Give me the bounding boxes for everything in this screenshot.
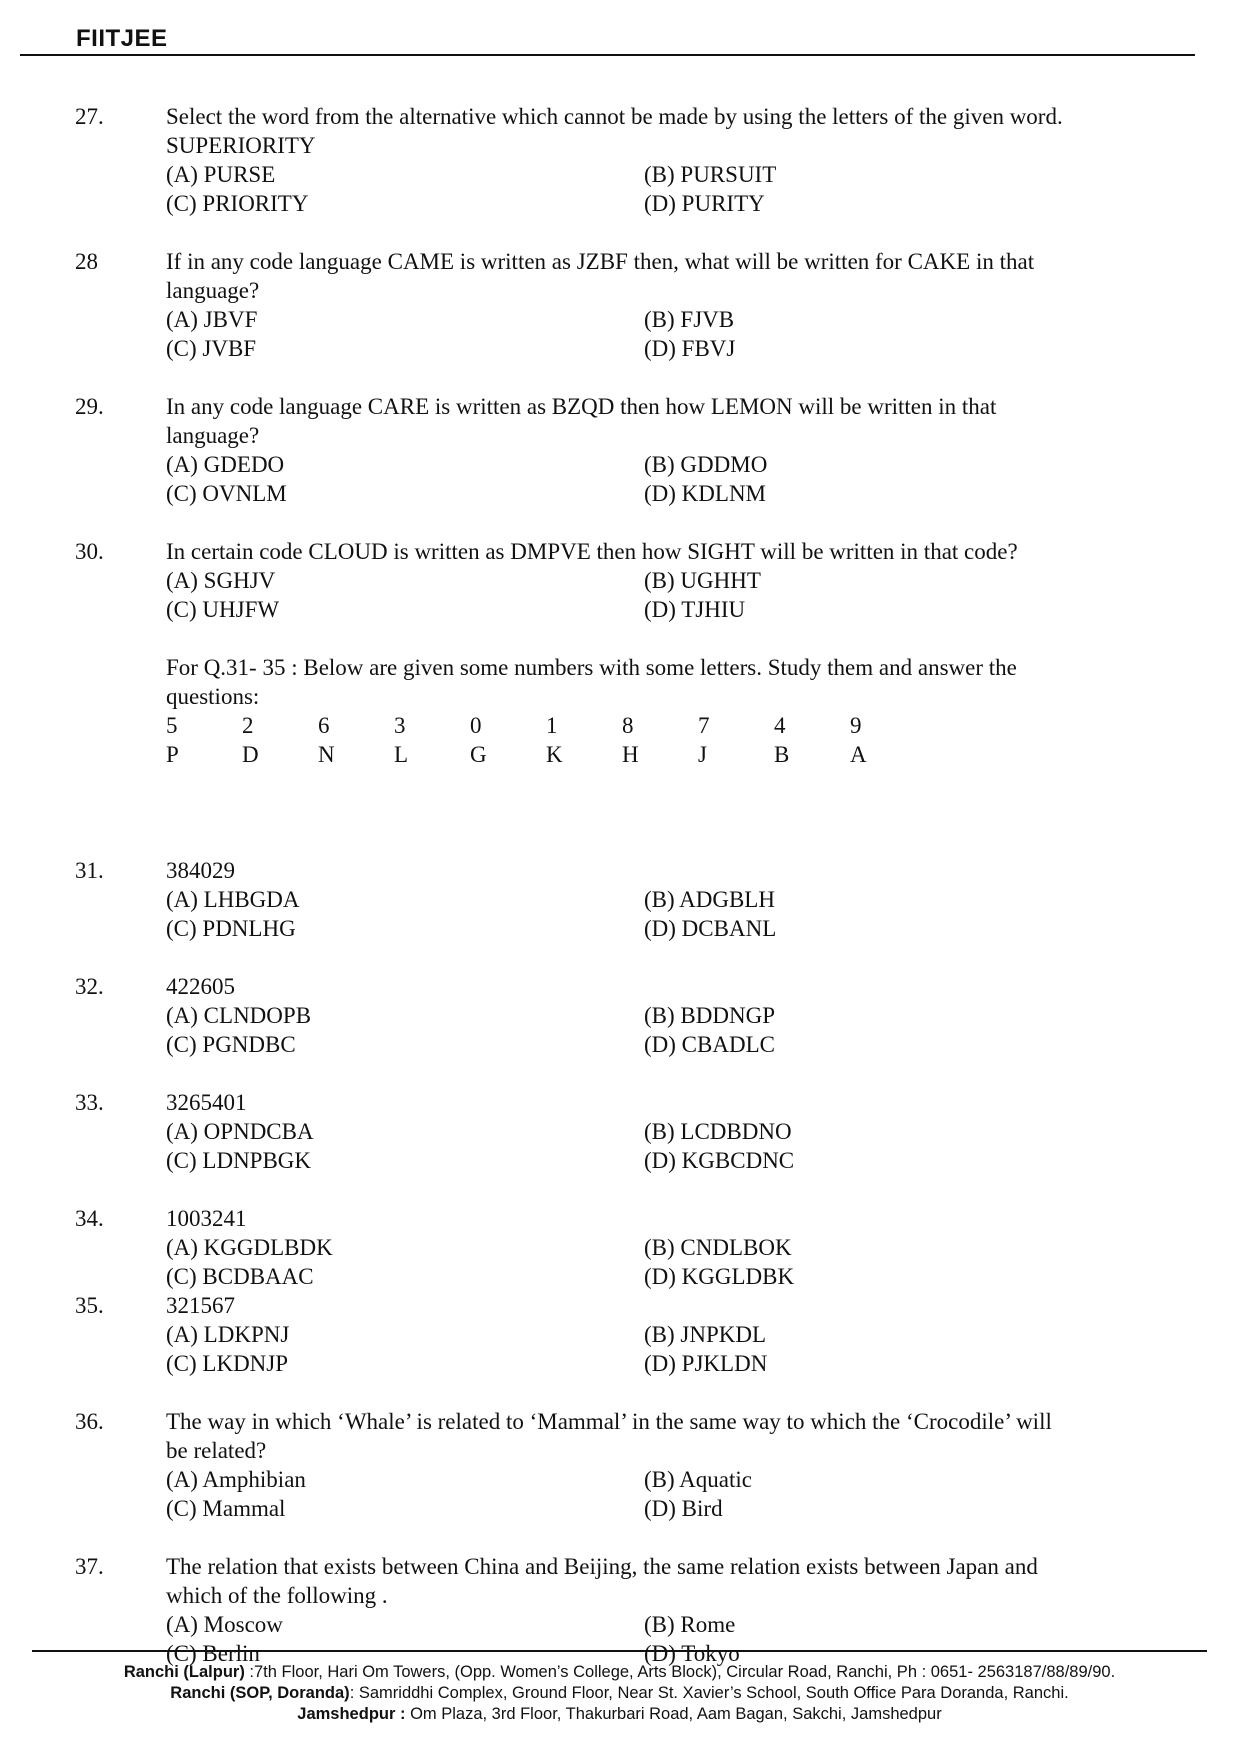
question-text: The relation that exists between China and Beijing, the same relation exists between Japan and [166, 1554, 1038, 1579]
options-grid [166, 305, 1176, 363]
option-a: (A) CLNDOPB [166, 1003, 312, 1028]
option-a: (A) PURSE [166, 162, 276, 187]
options-grid [166, 450, 1176, 508]
instructions-text: For Q.31- 35 : Below are given some numbers with some letters. Study them and answer the [166, 655, 1017, 680]
option-d: (D) Tokyo [644, 1641, 740, 1666]
question-27 [0, 102, 1241, 218]
option-a: (A) Moscow [166, 1612, 283, 1637]
option-d: (D) CBADLC [644, 1032, 775, 1057]
options-grid [166, 566, 1176, 624]
question-34 [0, 1204, 1241, 1291]
option-b: (B) Rome [644, 1612, 736, 1637]
option-b: (B) Aquatic [644, 1467, 752, 1492]
code-letter: L [394, 742, 409, 767]
question-text: 1003241 [166, 1206, 247, 1231]
option-b: (B) LCDBDNO [644, 1119, 792, 1144]
question-number: 32. [75, 974, 104, 999]
option-b: (B) ADGBLH [644, 887, 775, 912]
question-number: 27. [75, 104, 104, 129]
code-letter: A [850, 742, 867, 767]
option-c: (C) OVNLM [166, 481, 287, 506]
option-b: (B) UGHHT [644, 568, 761, 593]
question-31 [0, 856, 1241, 943]
code-number: 6 [318, 713, 330, 738]
question-text: In any code language CARE is written as BZQD then how LEMON will be written in that [166, 394, 997, 419]
instructions-text: questions: [166, 684, 260, 709]
options-grid [166, 1001, 1176, 1059]
option-a: (A) OPNDCBA [166, 1119, 314, 1144]
question-text: 3265401 [166, 1090, 247, 1115]
option-d: (D) KDLNM [644, 481, 767, 506]
code-table [166, 711, 1241, 769]
question-text: Select the word from the alternative which cannot be made by using the letters of the given word. [166, 104, 1063, 129]
brand-name: FIITJEE [76, 25, 168, 52]
option-d: (D) PURITY [644, 191, 765, 216]
option-b: (B) PURSUIT [644, 162, 777, 187]
question-number: 33. [75, 1090, 104, 1115]
option-d: (D) FBVJ [644, 336, 736, 361]
option-c: (C) JVBF [166, 336, 257, 361]
question-32 [0, 972, 1241, 1059]
code-number: 2 [242, 713, 254, 738]
footer-address: :7th Floor, Hari Om Towers, (Opp. Women’s College, Arts Block), Circular Road, Ranchi, Ph : 0651- 2563187/88/89/90. [244, 1663, 1116, 1681]
question-text: which of the following . [166, 1583, 388, 1608]
options-grid [166, 1320, 1176, 1378]
footer-address: : Samriddhi Complex, Ground Floor, Near St. Xavier’s School, South Office Para Doranda, Ranchi. [349, 1684, 1069, 1702]
option-a: (A) LHBGDA [166, 887, 300, 912]
question-content [0, 102, 1241, 1668]
question-text: 422605 [166, 974, 235, 999]
option-a: (A) LDKPNJ [166, 1322, 290, 1347]
question-number: 36. [75, 1409, 104, 1434]
question-35 [0, 1291, 1241, 1378]
code-number: 9 [850, 713, 862, 738]
footer-address-lalpur [32, 1662, 1207, 1683]
code-number: 0 [470, 713, 482, 738]
question-number: 37. [75, 1554, 104, 1579]
options-grid [166, 1465, 1176, 1523]
question-text: The way in which ‘Whale’ is related to ‘Mammal’ in the same way to which the ‘Crocodile’ will [166, 1409, 1052, 1434]
code-number: 7 [698, 713, 710, 738]
code-letter: J [698, 742, 707, 767]
question-text: language? [166, 423, 260, 448]
question-text: 384029 [166, 858, 235, 883]
option-d: (D) PJKLDN [644, 1351, 768, 1376]
footer-address-jamshedpur [32, 1704, 1207, 1725]
option-c: (C) LKDNJP [166, 1351, 289, 1376]
options-grid [166, 885, 1176, 943]
question-number: 35. [75, 1293, 104, 1318]
question-text: SUPERIORITY [166, 133, 316, 158]
option-c: (C) LDNPBGK [166, 1148, 312, 1173]
option-c: (C) Berlin [166, 1641, 260, 1666]
code-letter: N [318, 742, 335, 767]
question-36 [0, 1407, 1241, 1523]
option-a: (A) Amphibian [166, 1467, 306, 1492]
option-d: (D) KGBCDNC [644, 1148, 795, 1173]
footer-location: Ranchi (Lalpur) [123, 1663, 245, 1681]
instructions-block [0, 653, 1241, 769]
code-number: 8 [622, 713, 634, 738]
page-footer [32, 1650, 1207, 1725]
options-grid [166, 1117, 1176, 1175]
option-d: (D) TJHIU [644, 597, 746, 622]
code-letter: H [622, 742, 639, 767]
option-a: (A) SGHJV [166, 568, 276, 593]
option-d: (D) KGGLDBK [644, 1264, 795, 1289]
option-c: (C) BCDBAAC [166, 1264, 314, 1289]
code-letter: D [242, 742, 259, 767]
option-b: (B) GDDMO [644, 452, 768, 477]
option-b: (B) BDDNGP [644, 1003, 775, 1028]
question-text: language? [166, 278, 260, 303]
code-number: 5 [166, 713, 178, 738]
option-c: (C) PGNDBC [166, 1032, 296, 1057]
option-c: (C) Mammal [166, 1496, 286, 1521]
footer-location: Jamshedpur : [297, 1705, 406, 1723]
option-a: (A) JBVF [166, 307, 258, 332]
question-text: be related? [166, 1438, 267, 1463]
question-text: If in any code language CAME is written as JZBF then, what will be written for CAKE in that [166, 249, 1035, 274]
question-number: 31. [75, 858, 104, 883]
options-grid [166, 160, 1176, 218]
option-a: (A) KGGDLBDK [166, 1235, 333, 1260]
question-33 [0, 1088, 1241, 1175]
code-letter: K [546, 742, 563, 767]
options-grid [166, 1233, 1176, 1291]
question-text: 321567 [166, 1293, 235, 1318]
question-number: 28 [75, 249, 98, 274]
question-29 [0, 392, 1241, 508]
option-c: (C) PDNLHG [166, 916, 296, 941]
code-number: 4 [774, 713, 786, 738]
question-number: 30. [75, 539, 104, 564]
option-d: (D) DCBANL [644, 916, 777, 941]
option-c: (C) PRIORITY [166, 191, 309, 216]
code-number: 1 [546, 713, 558, 738]
question-number: 29. [75, 394, 104, 419]
question-number: 34. [75, 1206, 104, 1231]
code-letter: P [166, 742, 179, 767]
option-b: (B) CNDLBOK [644, 1235, 792, 1260]
page-header [20, 22, 1195, 56]
option-a: (A) GDEDO [166, 452, 285, 477]
question-text: In certain code CLOUD is written as DMPVE then how SIGHT will be written in that code? [166, 539, 1018, 564]
option-b: (B) FJVB [644, 307, 735, 332]
footer-address: Om Plaza, 3rd Floor, Thakurbari Road, Aam Bagan, Sakchi, Jamshedpur [405, 1705, 942, 1723]
footer-location: Ranchi (SOP, Doranda) [170, 1684, 350, 1702]
option-b: (B) JNPKDL [644, 1322, 767, 1347]
footer-address-doranda [32, 1683, 1207, 1704]
code-letter: G [470, 742, 487, 767]
code-number: 3 [394, 713, 406, 738]
option-c: (C) UHJFW [166, 597, 280, 622]
question-28 [0, 247, 1241, 363]
question-30 [0, 537, 1241, 624]
option-d: (D) Bird [644, 1496, 723, 1521]
code-letter: B [774, 742, 790, 767]
